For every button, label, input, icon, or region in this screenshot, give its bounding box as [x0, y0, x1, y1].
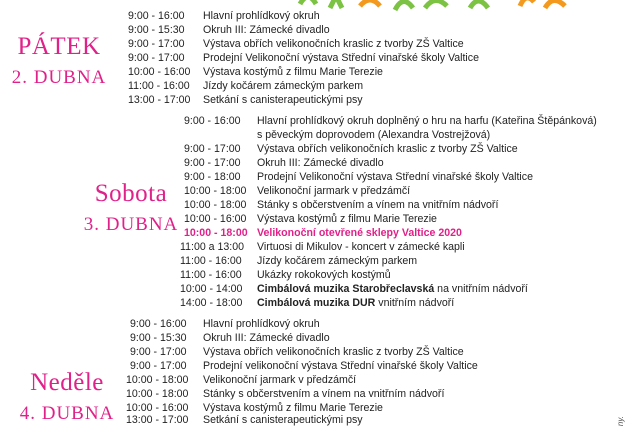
event-suffix: na vnitřním nádvoří [434, 283, 528, 295]
day-name: PÁTEK [17, 33, 101, 60]
time: 9:00 - 15:30 [128, 24, 185, 36]
time: 9:00 - 16:00 [130, 318, 187, 330]
event: Velikonoční jarmark v předzámčí [203, 374, 357, 386]
event: Výstava kostýmů z filmu Marie Terezie [203, 402, 383, 414]
event: Velikonoční otevřené sklepy Valtice 2020 [257, 227, 462, 239]
event: Prodejní velikonoční výstava Střední vinařské školy Valtice [203, 360, 478, 372]
time: 9:00 - 17:00 [184, 143, 241, 155]
time: 14:00 - 18:00 [180, 297, 243, 309]
event: Setkání s canisterapeutickými psy [203, 414, 363, 426]
time: 10:00 - 18:00 [184, 227, 248, 239]
event: Výstava kostýmů z filmu Marie Terezie [203, 66, 383, 78]
time: 10:00 - 18:00 [126, 388, 189, 400]
time: 9:00 - 17:00 [128, 38, 185, 50]
day-name: Sobota [94, 180, 168, 207]
time: 13:00 - 17:00 [126, 414, 189, 426]
event: Hlavní prohlídkový okruh [203, 10, 320, 22]
event: Ukázky rokokových kostýmů [257, 269, 391, 281]
event: Stánky s občerstvením a vínem na vnitřním nádvoří [257, 199, 499, 211]
event: Okruh III: Zámecké divadlo [203, 332, 330, 344]
side-note: ny. [616, 416, 625, 427]
event: Hlavní prohlídkový okruh doplněný o hru na harfu (Kateřina Štěpánková) [257, 115, 597, 127]
event-suffix: vnitřním nádvoří [375, 297, 455, 309]
day-label-saturday [72, 181, 190, 234]
event: Prodejní Velikonoční výstava Střední vinařské školy Valtice [257, 171, 533, 183]
time: 11:00 - 16:00 [128, 80, 190, 92]
day-date: 2. DUBNA [11, 67, 107, 88]
event: Hlavní prohlídkový okruh [203, 318, 320, 330]
event: Jízdy kočárem zámeckým parkem [203, 80, 364, 92]
event: Okruh III: Zámecké divadlo [203, 24, 330, 36]
time: 9:00 - 16:00 [128, 10, 185, 22]
time: 9:00 - 16:00 [184, 115, 241, 127]
time: 9:00 - 17:00 [128, 52, 185, 64]
time: 10:00 - 16:00 [128, 66, 191, 78]
time: 10:00 - 18:00 [126, 374, 189, 386]
event: Výstava obřích velikonočních kraslic z tvorby ZŠ Valtice [203, 38, 464, 50]
time: 10:00 - 16:00 [126, 402, 189, 414]
time: 9:00 - 17:00 [130, 360, 187, 372]
event: Setkání s canisterapeutickými psy [203, 94, 363, 106]
time: 9:00 - 17:00 [130, 346, 187, 358]
time: 11:00 - 16:00 [180, 269, 242, 281]
event: Výstava obřích velikonočních kraslic z tvorby ZŠ Valtice [257, 143, 518, 155]
event: Velikonoční jarmark v předzámčí [257, 185, 411, 197]
event: Výstava obřích velikonočních kraslic z tvorby ZŠ Valtice [203, 346, 464, 358]
event: s pěveckým doprovodem (Alexandra Vostrejžová) [257, 129, 491, 141]
day-name: Neděle [30, 369, 104, 396]
time: 9:00 - 15:30 [130, 332, 187, 344]
time: 11:00 a 13:00 [180, 241, 245, 253]
time: 10:00 - 14:00 [180, 283, 243, 295]
event: Stánky s občerstvením a vínem na vnitřním nádvoří [203, 388, 445, 400]
day-label-friday [0, 34, 118, 87]
time: 10:00 - 18:00 [184, 199, 247, 211]
event: Výstava kostýmů z filmu Marie Terezie [257, 213, 437, 225]
day-label-sunday [8, 370, 126, 423]
time: 10:00 - 16:00 [184, 213, 247, 225]
time: 10:00 - 18:00 [184, 185, 247, 197]
event: Cimbálová muzika Starobřeclavská [257, 283, 435, 295]
event: Okruh III: Zámecké divadlo [257, 157, 384, 169]
time: 11:00 - 16:00 [180, 255, 242, 267]
event: Jízdy kočárem zámeckým parkem [257, 255, 418, 267]
time: 9:00 - 18:00 [184, 171, 241, 183]
time: 9:00 - 17:00 [184, 157, 241, 169]
event: Prodejní Velikonoční výstava Střední vinařské školy Valtice [203, 52, 479, 64]
time: 13:00 - 17:00 [128, 94, 191, 106]
day-date: 4. DUBNA [19, 403, 115, 424]
day-date: 3. DUBNA [83, 214, 179, 235]
event: Cimbálová muzika DUR [257, 297, 376, 309]
event: Virtuosi di Mikulov - koncert v zámecké kapli [257, 241, 465, 253]
